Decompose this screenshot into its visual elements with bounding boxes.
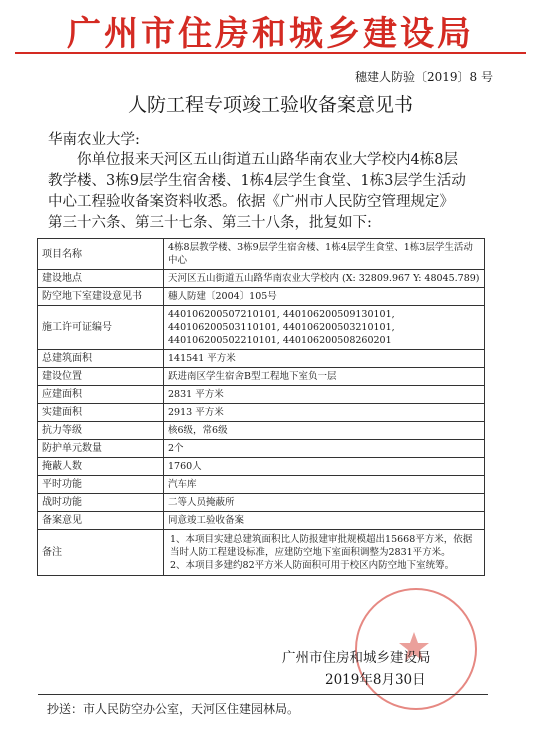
notes-label: 备注 — [38, 530, 164, 576]
field-value: 141541 平方米 — [164, 350, 485, 368]
note-item: 2、本项目多建约82平方米人防面积可用于校区内防空地下室统筹。 — [170, 560, 455, 571]
field-value: 核6级，常6级 — [164, 422, 485, 440]
table-row — [38, 306, 485, 350]
cc-divider — [38, 694, 488, 695]
field-value: 2913 平方米 — [164, 404, 485, 422]
field-value: 汽车库 — [164, 476, 485, 494]
table-row — [38, 512, 485, 530]
record-table-body — [38, 239, 485, 576]
field-label: 平时功能 — [38, 476, 164, 494]
note-item: 1、本项目实建总建筑面积比人防报建审批规模超出15668平方米，依据当时人防工程建设标准，应建防空地下室面积调整为2831平方米。 — [170, 534, 473, 558]
field-value: 二等人员掩蔽所 — [164, 494, 485, 512]
field-value: 2个 — [164, 440, 485, 458]
field-value: 穗人防建〔2004〕105号 — [164, 288, 485, 306]
field-value: 440106200507210101, 440106200509130101, 440106200503110101, 440106200503210101, 440106200502210101, 440106200508260201 — [164, 306, 485, 350]
document-number: 穗建人防验〔2019〕8 号 — [355, 70, 493, 84]
table-row — [38, 422, 485, 440]
body-paragraph: 你单位报来天河区五山街道五山路华南农业大学校内4栋8层教学楼、3栋9层学生宿舍楼、1栋4层学生食堂、1栋3层学生活动中心工程验收备案资料收悉。依据《广州市人民防空管理规定》第三十六条、第三十七条、第三十八条，批复如下: — [48, 152, 466, 231]
field-value: 同意竣工验收备案 — [164, 512, 485, 530]
field-value: 2831 平方米 — [164, 386, 485, 404]
table-row — [38, 239, 485, 270]
table-row — [38, 404, 485, 422]
field-label: 抗力等级 — [38, 422, 164, 440]
field-value: 4栋8层教学楼、3栋9层学生宿舍楼、1栋4层学生食堂、1栋3层学生活动中心 — [164, 239, 485, 270]
letterhead-title: 广州市住房和城乡建设局 — [67, 14, 474, 54]
signing-date: 2019年8月30日 — [325, 672, 426, 688]
table-row — [38, 440, 485, 458]
letterhead-rule — [15, 52, 526, 54]
addressee: 华南农业大学: — [48, 132, 140, 148]
table-row — [38, 476, 485, 494]
cc-line: 抄送：市人民防空办公室，天河区住建园林局。 — [47, 702, 300, 716]
field-label: 总建筑面积 — [38, 350, 164, 368]
field-label: 建设地点 — [38, 270, 164, 288]
table-row — [38, 350, 485, 368]
notes-cell — [164, 530, 485, 576]
field-label: 掩蔽人数 — [38, 458, 164, 476]
field-label: 防空地下室建设意见书 — [38, 288, 164, 306]
table-row — [38, 288, 485, 306]
field-label: 建设位置 — [38, 368, 164, 386]
field-label: 施工许可证编号 — [38, 306, 164, 350]
table-row — [38, 458, 485, 476]
field-value: 1760人 — [164, 458, 485, 476]
field-label: 项目名称 — [38, 239, 164, 270]
field-value: 天河区五山街道五山路华南农业大学校内 (X: 32809.967 Y: 48045.789) — [164, 270, 485, 288]
table-row-notes — [38, 530, 485, 576]
signing-authority: 广州市住房和城乡建设局 — [282, 650, 431, 666]
field-label: 防护单元数量 — [38, 440, 164, 458]
field-label: 应建面积 — [38, 386, 164, 404]
field-label: 备案意见 — [38, 512, 164, 530]
table-row — [38, 494, 485, 512]
field-label: 战时功能 — [38, 494, 164, 512]
field-label: 实建面积 — [38, 404, 164, 422]
field-value: 跃进南区学生宿舍B型工程地下室负一层 — [164, 368, 485, 386]
table-row — [38, 270, 485, 288]
document-title: 人防工程专项竣工验收备案意见书 — [127, 94, 413, 116]
table-row — [38, 368, 485, 386]
record-table — [37, 238, 485, 576]
table-row — [38, 386, 485, 404]
